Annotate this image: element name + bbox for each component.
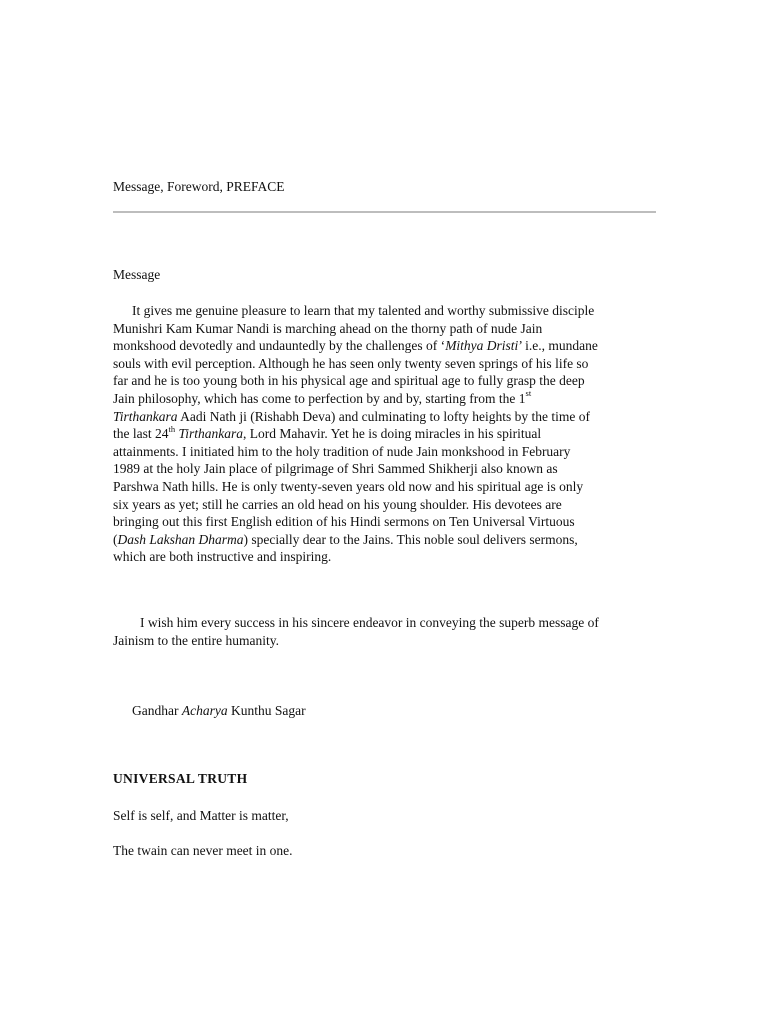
text-span: six years as yet; still he carries an old head on his young shoulder. His devotees are bbox=[113, 496, 562, 512]
text-line bbox=[113, 320, 661, 338]
text-span: 1989 at the holy Jain place of pilgrimage of Shri Sammed Shikherji also known as bbox=[113, 461, 558, 477]
universal-truth-title: UNIVERSAL TRUTH bbox=[113, 771, 248, 786]
text-span: ) specially dear to the Jains. This noble soul delivers sermons, bbox=[243, 531, 578, 547]
text-span: which are both instructive and inspiring. bbox=[113, 549, 332, 565]
message-label: Message bbox=[113, 267, 161, 282]
signature-prefix: Gandhar bbox=[132, 703, 182, 718]
signature-line bbox=[132, 702, 306, 719]
text-line bbox=[113, 531, 661, 549]
italic-term: Tirthankara bbox=[178, 426, 244, 442]
ordinal-superscript: st bbox=[525, 388, 532, 399]
text-span: I wish him every success in his sincere endeavor in conveying the superb message of bbox=[140, 615, 599, 630]
text-span: It gives me genuine pleasure to learn that my talented and worthy submissive disciple bbox=[132, 303, 595, 318]
text-line bbox=[113, 460, 661, 478]
text-span: Parshwa Nath hills. He is only twenty-seven years old now and his spiritual age is only bbox=[113, 478, 584, 494]
text-line bbox=[113, 513, 661, 531]
text-line bbox=[113, 302, 661, 320]
text-span: monkshood devotedly and undauntedly by the challenges of ‘ bbox=[113, 338, 446, 354]
text-span: the last 24 bbox=[113, 426, 169, 442]
text-line bbox=[113, 372, 661, 390]
horizontal-divider bbox=[113, 211, 656, 213]
verse-line-1: Self is self, and Matter is matter, bbox=[113, 808, 289, 823]
italic-term: Tirthankara bbox=[113, 408, 178, 424]
signature-name: Kunthu Sagar bbox=[227, 703, 306, 718]
text-span: , Lord Mahavir. Yet he is doing miracles in his spiritual bbox=[243, 426, 542, 442]
text-line bbox=[113, 425, 661, 443]
text-span: ( bbox=[113, 531, 118, 547]
text-line bbox=[113, 614, 661, 632]
ordinal-superscript: th bbox=[168, 423, 176, 434]
signature-title: Acharya bbox=[181, 703, 228, 718]
text-span: Jainism to the entire humanity. bbox=[113, 632, 279, 648]
text-line bbox=[113, 443, 661, 461]
text-span: ’ i.e., mundane bbox=[518, 338, 598, 354]
text-span: souls with evil perception. Although he has seen only twenty seven springs of his life so bbox=[113, 355, 589, 371]
wish-paragraph bbox=[113, 614, 661, 649]
text-line bbox=[113, 355, 661, 373]
text-line bbox=[113, 390, 661, 408]
text-span: attainments. I initiated him to the holy tradition of nude Jain monkshood in February bbox=[113, 443, 571, 459]
text-span: far and he is too young both in his physical age and spiritual age to fully grasp the deep bbox=[113, 373, 585, 389]
text-line bbox=[113, 496, 661, 514]
text-line bbox=[113, 632, 661, 650]
text-span: Aadi Nath ji (Rishabh Deva) and culminating to lofty heights by the time of bbox=[177, 408, 590, 424]
italic-term: Mithya Dristi bbox=[445, 338, 519, 354]
text-span: Jain philosophy, which has come to perfection by and by, starting from the 1 bbox=[113, 390, 526, 406]
text-span: bringing out this first English edition of his Hindi sermons on Ten Universal Virtuous bbox=[113, 514, 575, 530]
text-span: Munishri Kam Kumar Nandi is marching ahead on the thorny path of nude Jain bbox=[113, 320, 543, 336]
text-line bbox=[113, 408, 661, 426]
page-heading: Message, Foreword, PREFACE bbox=[113, 179, 285, 194]
text-line bbox=[113, 548, 661, 566]
verse-line-2: The twain can never meet in one. bbox=[113, 843, 293, 858]
message-paragraph bbox=[113, 302, 661, 566]
text-line bbox=[113, 337, 661, 355]
italic-term: Dash Lakshan Dharma bbox=[117, 531, 244, 547]
text-line bbox=[113, 478, 661, 496]
